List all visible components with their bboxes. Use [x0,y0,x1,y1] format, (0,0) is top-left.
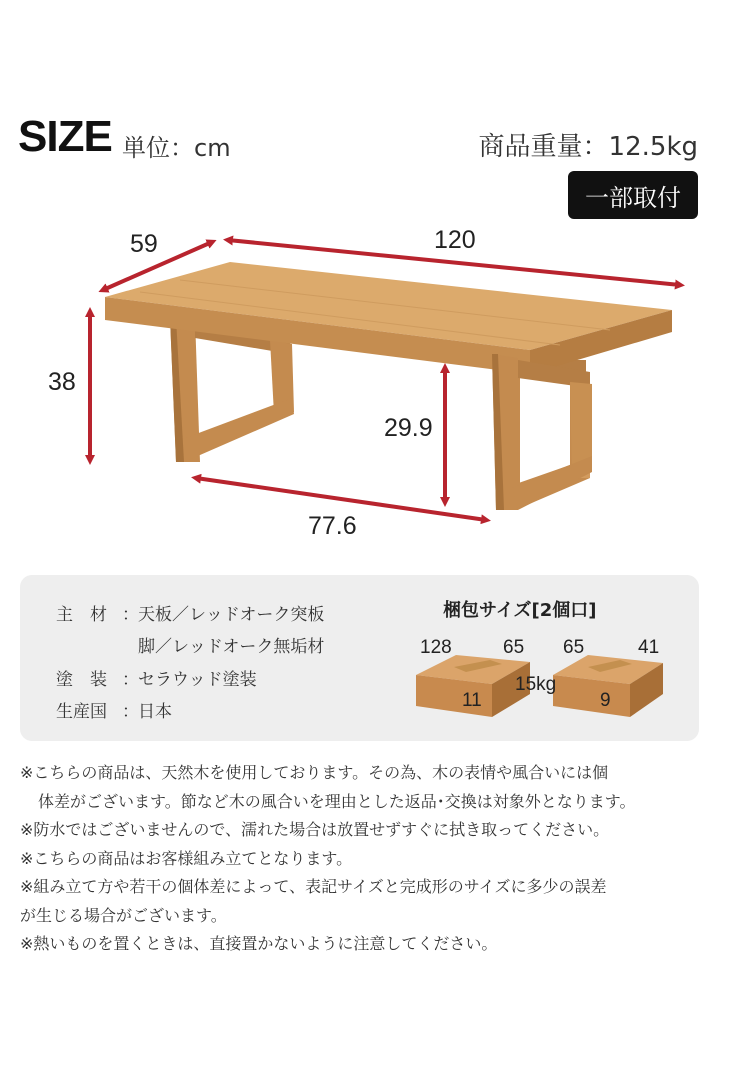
note-line: ※組み立て方や若干の個体差によって、表記サイズと完成形のサイズに多少の誤差 [20,877,607,896]
assembly-badge: 一部取付 [568,171,698,219]
box2-length: 65 [563,637,585,658]
size-title: SIZE [18,112,112,161]
spec-material-value-1: 天板／レッドオーク突板 [138,605,325,625]
note-line: が生じる場合がございます。 [20,905,227,925]
width-label: 120 [434,226,476,254]
box2-height: 9 [600,690,611,711]
spec-finish-label: 塗 装 [56,670,107,690]
unit-label: 単位：cm [122,134,231,162]
note-line: ※こちらの商品はお客様組み立てとなります。 [20,848,353,868]
packing-title: 梱包サイズ[2個口] [443,600,597,621]
box1-height: 11 [462,690,482,711]
note-line: ※こちらの商品は、天然木を使用しております。その為、木の表情や風合いには個 [20,763,609,782]
height-label: 38 [48,368,76,396]
spec-origin-label: 生産国 [56,702,107,722]
spec-material-value-2: 脚／レッドオーク無垢材 [138,637,325,657]
spec-finish-value: セラウッド塗装 [138,670,257,690]
spec-material-label: 主 材 [56,605,107,625]
box1-length: 128 [420,637,452,658]
depth-label: 59 [130,230,158,258]
box1-width: 65 [503,637,525,658]
box2-width: 41 [638,637,660,658]
spec-origin-value: 日本 [138,702,172,722]
under-height-label: 29.9 [384,414,433,442]
spec-colon: ： [122,702,139,722]
note-line: ※熱いものを置くときは、直接置かないように注意してください。 [20,934,498,953]
spec-colon: ： [122,605,139,625]
spec-colon: ： [122,670,139,690]
note-line: 体差がございます。節など木の風合いを理由とした返品･交換は対象外となります。 [38,791,636,811]
notes-section [20,759,720,959]
note-line: ※防水ではございませんので、濡れた場合は放置せずすぐに拭き取ってください。 [20,820,610,839]
inner-width-label: 77.6 [308,512,357,540]
product-weight: 商品重量：12.5kg [478,132,698,162]
packing-weight: 15kg [515,674,557,695]
